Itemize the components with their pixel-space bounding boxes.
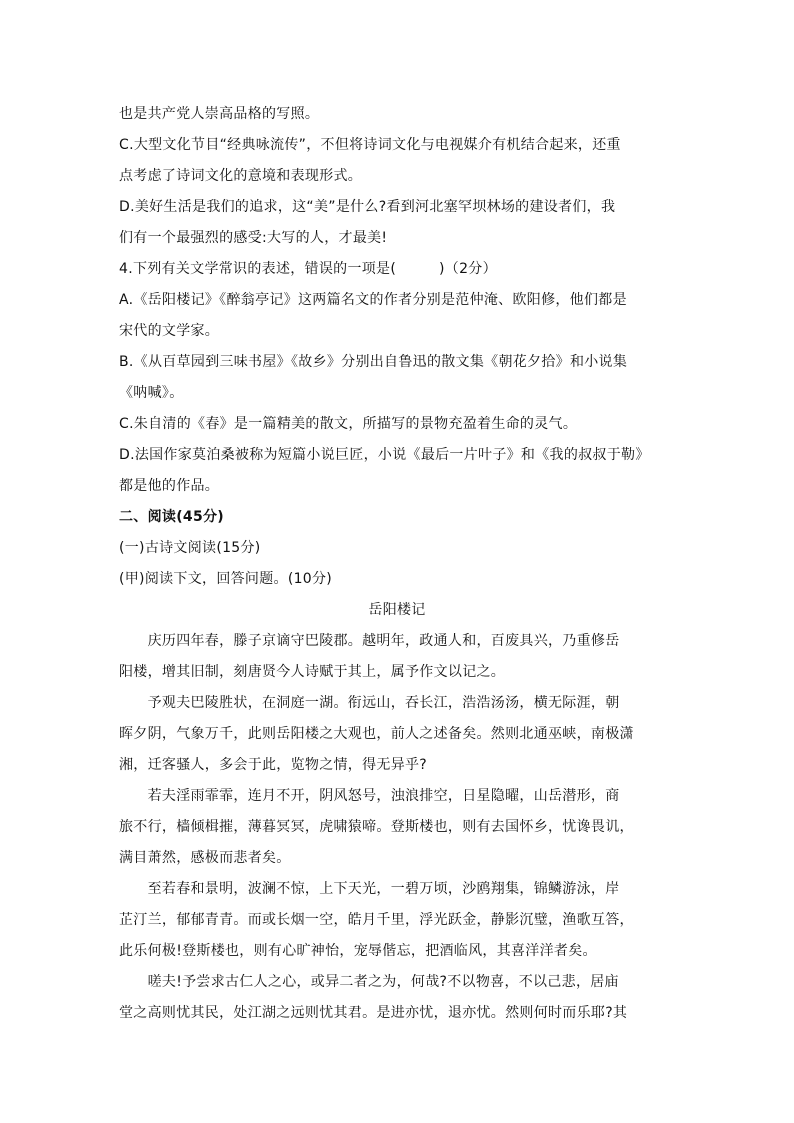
passage-line: 堂之高则忧其民，处江湖之远则忧其君。是进亦忧，退亦忧。然则何时而乐耶?其 — [119, 1005, 628, 1021]
option-c-line: C.朱自清的《春》是一篇精美的散文，所描写的景物充盈着生命的灵气。 — [119, 416, 578, 432]
passage-line: 阳楼，增其旧制，刻唐贤今人诗赋于其上，属予作文以记之。 — [119, 664, 506, 680]
passage-line: 旅不行，樯倾楫摧，薄暮冥冥，虎啸猿啼。登斯楼也，则有去国怀乡，忧谗畏讥， — [119, 819, 634, 835]
text-line: 宋代的文学家。 — [119, 323, 220, 339]
option-b-line: B.《从百草园到三味书屋》《故乡》分别出自鲁迅的散文集《朝花夕拾》和小说集 — [119, 354, 628, 370]
passage-line: 予观夫巴陵胜状，在洞庭一湖。衔远山，吞长江，浩浩汤汤，横无际涯，朝 — [119, 695, 620, 711]
passage-line: 嗟夫!予尝求古仁人之心，或异二者之为，何哉?不以物喜，不以己悲，居庙 — [119, 974, 619, 990]
text-line: 都是他的作品。 — [119, 478, 220, 494]
text-line: 《呐喊》。 — [119, 385, 184, 401]
passage-line: 此乐何极!登斯楼也，则有心旷神怡，宠辱偕忘，把酒临风，其喜洋洋者矣。 — [119, 943, 597, 959]
passage-line: 若夫淫雨霏霏，连月不开，阴风怒号，浊浪排空，日星隐曜，山岳潜形，商 — [119, 788, 620, 804]
passage-line: 至若春和景明，波澜不惊，上下天光，一碧万顷，沙鸥翔集，锦鳞游泳，岸 — [119, 881, 620, 897]
passage-line: 湘，迁客骚人，多会于此，览物之情，得无异乎? — [119, 757, 428, 773]
text-line: 们有一个最强烈的感受:大写的人，才最美! — [119, 230, 388, 246]
section-heading: 二、阅读(45分) — [119, 509, 224, 525]
text-line: 也是共产党人崇高品格的写照。 — [119, 106, 320, 122]
passage-line: 晖夕阴，气象万千，此则岳阳楼之大观也，前人之述备矣。然则北通巫峡，南极潇 — [119, 726, 634, 742]
passage-line: 芷汀兰，郁郁青青。而或长烟一空，皓月千里，浮光跃金，静影沉璧，渔歌互答， — [119, 912, 634, 928]
subsection-heading: (一)古诗文阅读(15分) — [119, 540, 261, 556]
passage-line: 庆历四年春，滕子京谪守巴陵郡。越明年，政通人和，百废具兴，乃重修岳 — [119, 633, 620, 649]
option-a-line: A.《岳阳楼记》《醉翁亭记》这两篇名文的作者分别是范仲淹、欧阳修，他们都是 — [119, 292, 627, 308]
passage-line: 满目萧然，感极而悲者矣。 — [119, 850, 291, 866]
option-d-line: D.法国作家莫泊桑被称为短篇小说巨匠，小说《最后一片叶子》和《我的叔叔于勒》 — [119, 447, 650, 463]
option-d-line: D.美好生活是我们的追求，这“美”是什么?看到河北塞罕坝林场的建设者们，我 — [119, 199, 616, 215]
question-4: 4.下列有关文学常识的表述，错误的一项是( )（2分） — [119, 261, 497, 277]
text-line: 点考虑了诗词文化的意境和表现形式。 — [119, 168, 363, 184]
reading-instruction: (甲)阅读下文，回答问题。(10分) — [119, 571, 333, 587]
option-c-line: C.大型文化节目“经典咏流传”，不但将诗词文化与电视媒介有机结合起来，还重 — [119, 137, 621, 153]
passage-title: 岳阳楼记 — [368, 602, 426, 618]
